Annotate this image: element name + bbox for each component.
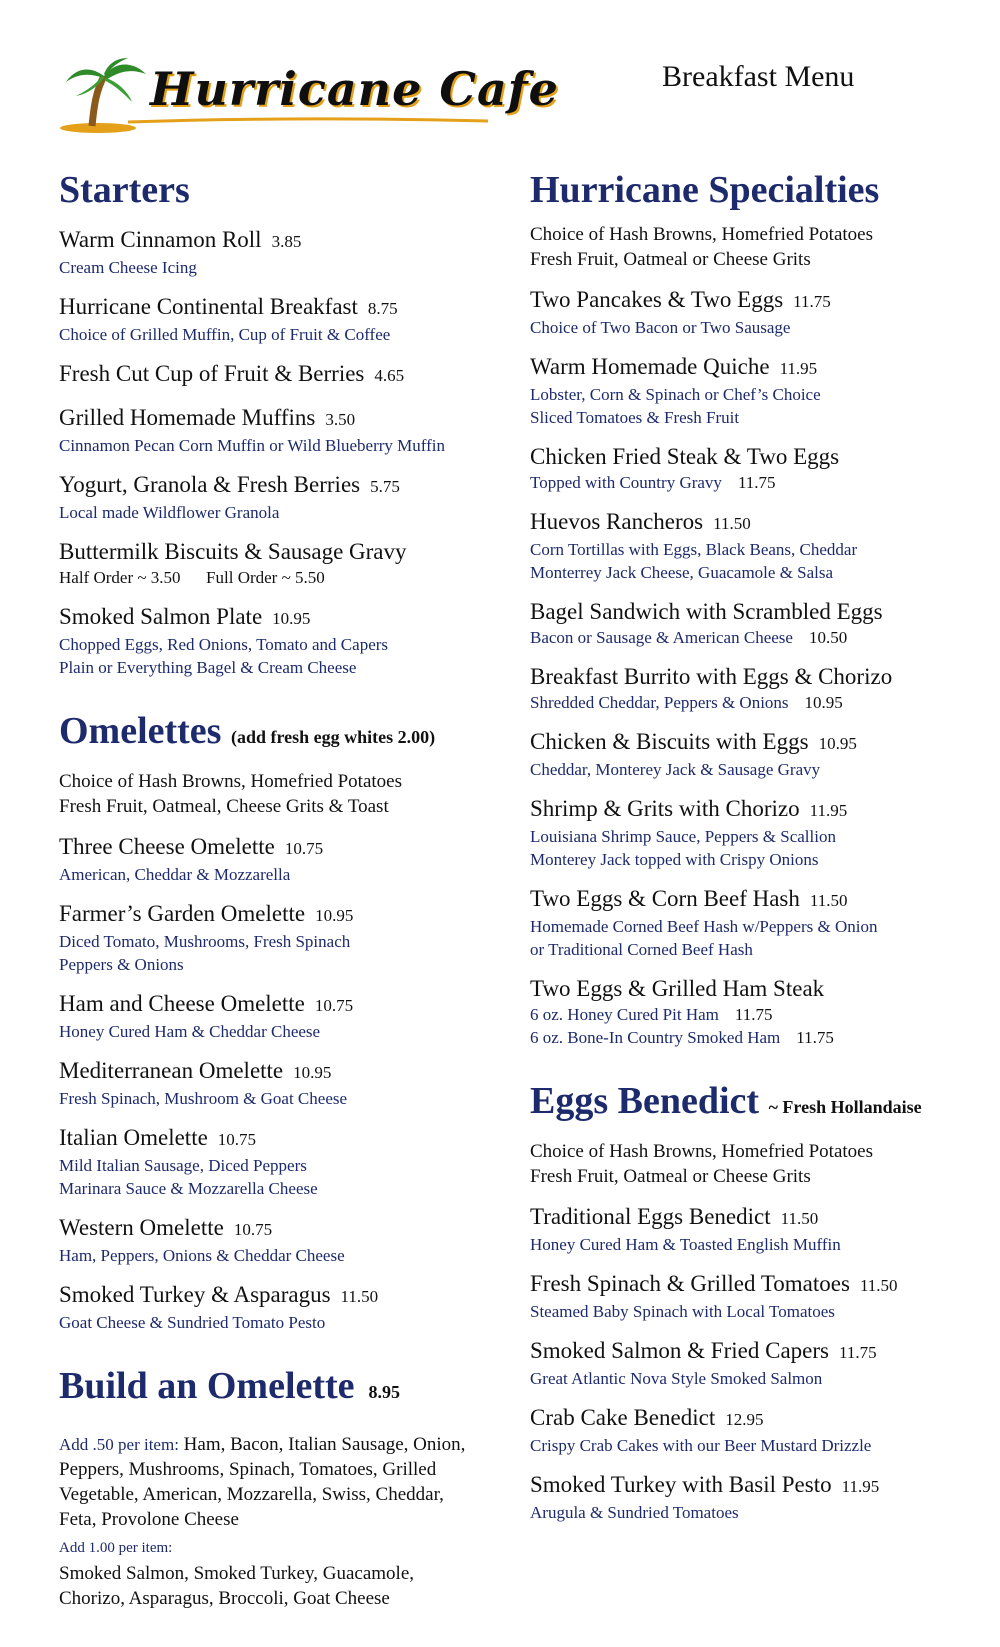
item-name: Fresh Cut Cup of Fruit & Berries 4.65 bbox=[59, 361, 405, 386]
item-price: 10.75 bbox=[233, 1220, 273, 1239]
item-name: Shrimp & Grits with Chorizo 11.95 bbox=[530, 796, 848, 821]
benedict-note: ~ Fresh Hollandaise bbox=[768, 1097, 922, 1117]
item-description: Local made Wildflower Granola bbox=[59, 503, 280, 522]
item-price: 3.85 bbox=[271, 232, 302, 251]
item-description: Crispy Crab Cakes with our Beer Mustard Drizzle bbox=[530, 1436, 872, 1455]
item-price: 10.75 bbox=[314, 996, 354, 1015]
item-name: Traditional Eggs Benedict 11.50 bbox=[530, 1204, 819, 1229]
item-name: Ham and Cheese Omelette 10.75 bbox=[59, 991, 354, 1016]
item-name: Bagel Sandwich with Scrambled Eggs bbox=[530, 599, 883, 624]
item-price: 11.50 bbox=[340, 1287, 379, 1306]
benedict-list bbox=[530, 1203, 970, 1524]
omelettes-choice: Choice of Hash Browns, Homefried Potatoes Fresh Fruit, Oatmeal, Cheese Grits & Toast bbox=[59, 771, 402, 817]
menu-item bbox=[530, 598, 970, 649]
logo bbox=[58, 56, 559, 134]
item-price: 11.50 bbox=[713, 514, 751, 533]
item-name: Buttermilk Biscuits & Sausage Gravy bbox=[59, 539, 407, 564]
item-name: Warm Cinnamon Roll 3.85 bbox=[59, 227, 302, 252]
item-price: 10.95 bbox=[293, 1063, 332, 1082]
menu-item bbox=[530, 663, 970, 714]
item-price: 11.50 bbox=[859, 1276, 898, 1295]
menu-item bbox=[59, 360, 479, 390]
item-name: Smoked Salmon Plate 10.95 bbox=[59, 604, 311, 629]
item-description: Choice of Grilled Muffin, Cup of Fruit & Coffee bbox=[59, 325, 391, 344]
item-description: 6 oz. Bone-In Country Smoked Ham 11.75 bbox=[530, 1028, 834, 1047]
item-description: Half Order ~ 3.50 Full Order ~ 5.50 bbox=[59, 568, 325, 587]
item-description: Homemade Corned Beef Hash w/Peppers & Onion bbox=[530, 917, 878, 936]
specialties-title: Hurricane Specialties bbox=[530, 169, 880, 211]
item-price: 11.95 bbox=[779, 359, 818, 378]
item-description: Lobster, Corn & Spinach or Chef’s Choice bbox=[530, 385, 821, 404]
item-description: Ham, Peppers, Onions & Cheddar Cheese bbox=[59, 1246, 345, 1265]
item-price: 11.75 bbox=[737, 473, 776, 492]
menu-item bbox=[59, 404, 479, 457]
item-price: 11.95 bbox=[809, 801, 848, 820]
menu-item bbox=[530, 443, 970, 494]
omelettes-title: Omelettes (add fresh egg whites 2.00) bbox=[59, 710, 436, 752]
menu-item bbox=[59, 900, 479, 976]
item-description: Corn Tortillas with Eggs, Black Beans, Cheddar bbox=[530, 540, 858, 559]
item-name: Smoked Turkey with Basil Pesto 11.95 bbox=[530, 1472, 880, 1497]
right-column bbox=[530, 168, 970, 1524]
item-description: Choice of Two Bacon or Two Sausage bbox=[530, 318, 791, 337]
item-name: Italian Omelette 10.75 bbox=[59, 1125, 257, 1150]
item-name: Two Pancakes & Two Eggs 11.75 bbox=[530, 287, 831, 312]
omelettes-note: (add fresh egg whites 2.00) bbox=[230, 727, 436, 747]
item-name: Breakfast Burrito with Eggs & Chorizo bbox=[530, 664, 893, 689]
item-price: 11.75 bbox=[793, 292, 831, 311]
menu-item bbox=[530, 508, 970, 584]
item-description: Goat Cheese & Sundried Tomato Pesto bbox=[59, 1313, 326, 1332]
item-description: 6 oz. Honey Cured Pit Ham 11.75 bbox=[530, 1005, 773, 1024]
item-description: American, Cheddar & Mozzarella bbox=[59, 865, 291, 884]
item-name: Huevos Rancheros 11.50 bbox=[530, 509, 751, 534]
item-price: 10.95 bbox=[818, 734, 857, 753]
item-price: 11.50 bbox=[780, 1209, 819, 1228]
item-description: Marinara Sauce & Mozzarella Cheese bbox=[59, 1179, 318, 1198]
item-description: Honey Cured Ham & Cheddar Cheese bbox=[59, 1022, 321, 1041]
menu-item bbox=[59, 1214, 479, 1267]
menu-item bbox=[530, 353, 970, 429]
item-description: Plain or Everything Bagel & Cream Cheese bbox=[59, 658, 357, 677]
item-price: 10.95 bbox=[272, 609, 311, 628]
item-price: 11.75 bbox=[796, 1028, 834, 1047]
menu-item bbox=[59, 990, 479, 1043]
item-price: 10.95 bbox=[315, 906, 354, 925]
item-price: 12.95 bbox=[725, 1410, 764, 1429]
item-description: Fresh Spinach, Mushroom & Goat Cheese bbox=[59, 1089, 348, 1108]
item-description: Cheddar, Monterey Jack & Sausage Gravy bbox=[530, 760, 821, 779]
menu-item bbox=[530, 885, 970, 961]
item-price: 8.75 bbox=[367, 299, 398, 318]
menu-item bbox=[530, 286, 970, 339]
item-name: Smoked Turkey & Asparagus 11.50 bbox=[59, 1282, 379, 1307]
item-name: Crab Cake Benedict 12.95 bbox=[530, 1405, 764, 1430]
item-description: Bacon or Sausage & American Cheese 10.50 bbox=[530, 628, 848, 647]
menu-item bbox=[530, 1471, 970, 1524]
menu-item bbox=[59, 538, 479, 589]
menu-item bbox=[59, 1057, 479, 1110]
item-name: Yogurt, Granola & Fresh Berries 5.75 bbox=[59, 472, 400, 497]
item-price: 11.50 bbox=[809, 891, 848, 910]
item-price: 3.50 bbox=[325, 410, 356, 429]
menu-item bbox=[530, 1404, 970, 1457]
item-description: Mild Italian Sausage, Diced Peppers bbox=[59, 1156, 307, 1175]
left-column bbox=[59, 168, 479, 1611]
item-description: or Traditional Corned Beef Hash bbox=[530, 940, 753, 959]
item-name: Two Eggs & Corn Beef Hash 11.50 bbox=[530, 886, 848, 911]
item-description: Shredded Cheddar, Peppers & Onions 10.95 bbox=[530, 693, 843, 712]
item-name: Three Cheese Omelette 10.75 bbox=[59, 834, 324, 859]
item-description: Chopped Eggs, Red Onions, Tomato and Capers bbox=[59, 635, 389, 654]
item-name: Hurricane Continental Breakfast 8.75 bbox=[59, 294, 398, 319]
specialties-choice: Choice of Hash Browns, Homefried Potatoes Fresh Fruit, Oatmeal or Cheese Grits bbox=[530, 224, 873, 270]
menu-item bbox=[59, 1124, 479, 1200]
add100-items: Smoked Salmon, Smoked Turkey, Guacamole, Chorizo, Asparagus, Broccoli, Goat Cheese bbox=[59, 1563, 414, 1609]
item-description: Monterey Jack topped with Crispy Onions bbox=[530, 850, 819, 869]
build-price: 8.95 bbox=[368, 1382, 401, 1402]
menu-item bbox=[59, 603, 479, 679]
add50-items: Ham, Bacon, Italian Sausage, Onion, Peppers, Mushrooms, Spinach, Tomatoes, Grilled Vegetable, American, Mozzarella, Swiss, Cheddar, Feta, Provolone Cheese bbox=[59, 1434, 466, 1530]
item-name: Smoked Salmon & Fried Capers 11.75 bbox=[530, 1338, 877, 1363]
starters-title: Starters bbox=[59, 169, 190, 211]
benedict-choice: Choice of Hash Browns, Homefried Potatoes Fresh Fruit, Oatmeal or Cheese Grits bbox=[530, 1141, 873, 1187]
starters-list bbox=[59, 226, 479, 679]
item-description: Topped with Country Gravy 11.75 bbox=[530, 473, 776, 492]
item-name: Two Eggs & Grilled Ham Steak bbox=[530, 976, 825, 1001]
add50-label: Add .50 per item: bbox=[59, 1435, 179, 1454]
item-price: 10.50 bbox=[808, 628, 848, 647]
item-price: 5.75 bbox=[370, 477, 400, 496]
item-price: 11.95 bbox=[841, 1477, 880, 1496]
brand-wordmark: Hurricane Cafe bbox=[150, 62, 559, 116]
swoosh-decoration bbox=[128, 116, 488, 126]
item-name: Western Omelette 10.75 bbox=[59, 1215, 273, 1240]
item-description: Honey Cured Ham & Toasted English Muffin bbox=[530, 1235, 841, 1254]
item-description: Arugula & Sundried Tomatoes bbox=[530, 1503, 739, 1522]
omelettes-list bbox=[59, 833, 479, 1334]
item-description: Cream Cheese Icing bbox=[59, 258, 197, 277]
item-price: 11.75 bbox=[734, 1005, 773, 1024]
item-price: 10.75 bbox=[284, 839, 324, 858]
item-description: Sliced Tomatoes & Fresh Fruit bbox=[530, 408, 740, 427]
specialties-list bbox=[530, 286, 970, 1049]
menu-item bbox=[530, 795, 970, 871]
menu-item bbox=[530, 975, 970, 1049]
item-description: Cinnamon Pecan Corn Muffin or Wild Blueberry Muffin bbox=[59, 436, 446, 455]
item-name: Mediterranean Omelette 10.95 bbox=[59, 1058, 332, 1083]
item-description: Monterrey Jack Cheese, Guacamole & Salsa bbox=[530, 563, 834, 582]
item-description: Diced Tomato, Mushrooms, Fresh Spinach bbox=[59, 932, 351, 951]
build-options bbox=[59, 1432, 479, 1611]
menu-item bbox=[530, 728, 970, 781]
item-description: Steamed Baby Spinach with Local Tomatoes bbox=[530, 1302, 835, 1321]
add100-label: Add 1.00 per item: bbox=[59, 1540, 173, 1556]
build-title: Build an Omelette 8.95 bbox=[59, 1365, 401, 1407]
menu-item bbox=[530, 1337, 970, 1390]
benedict-title: Eggs Benedict ~ Fresh Hollandaise bbox=[530, 1080, 922, 1122]
item-name: Grilled Homemade Muffins 3.50 bbox=[59, 405, 356, 430]
item-description: Peppers & Onions bbox=[59, 955, 184, 974]
menu-item bbox=[530, 1203, 970, 1256]
item-description: Louisiana Shrimp Sauce, Peppers & Scallion bbox=[530, 827, 836, 846]
item-price: 10.75 bbox=[217, 1130, 257, 1149]
menu-item bbox=[59, 226, 479, 279]
item-name: Chicken & Biscuits with Eggs 10.95 bbox=[530, 729, 857, 754]
menu-item bbox=[59, 1281, 479, 1334]
item-price: 11.75 bbox=[838, 1343, 877, 1362]
item-name: Chicken Fried Steak & Two Eggs bbox=[530, 444, 840, 469]
item-description: Great Atlantic Nova Style Smoked Salmon bbox=[530, 1369, 823, 1388]
item-price: 10.95 bbox=[804, 693, 843, 712]
item-price: 4.65 bbox=[374, 366, 405, 385]
menu-item bbox=[59, 833, 479, 886]
menu-item bbox=[59, 471, 479, 524]
item-name: Farmer’s Garden Omelette 10.95 bbox=[59, 901, 354, 926]
menu-item bbox=[530, 1270, 970, 1323]
menu-title: Breakfast Menu bbox=[662, 60, 855, 93]
item-name: Fresh Spinach & Grilled Tomatoes 11.50 bbox=[530, 1271, 898, 1296]
menu-item bbox=[59, 293, 479, 346]
item-name: Warm Homemade Quiche 11.95 bbox=[530, 354, 818, 379]
